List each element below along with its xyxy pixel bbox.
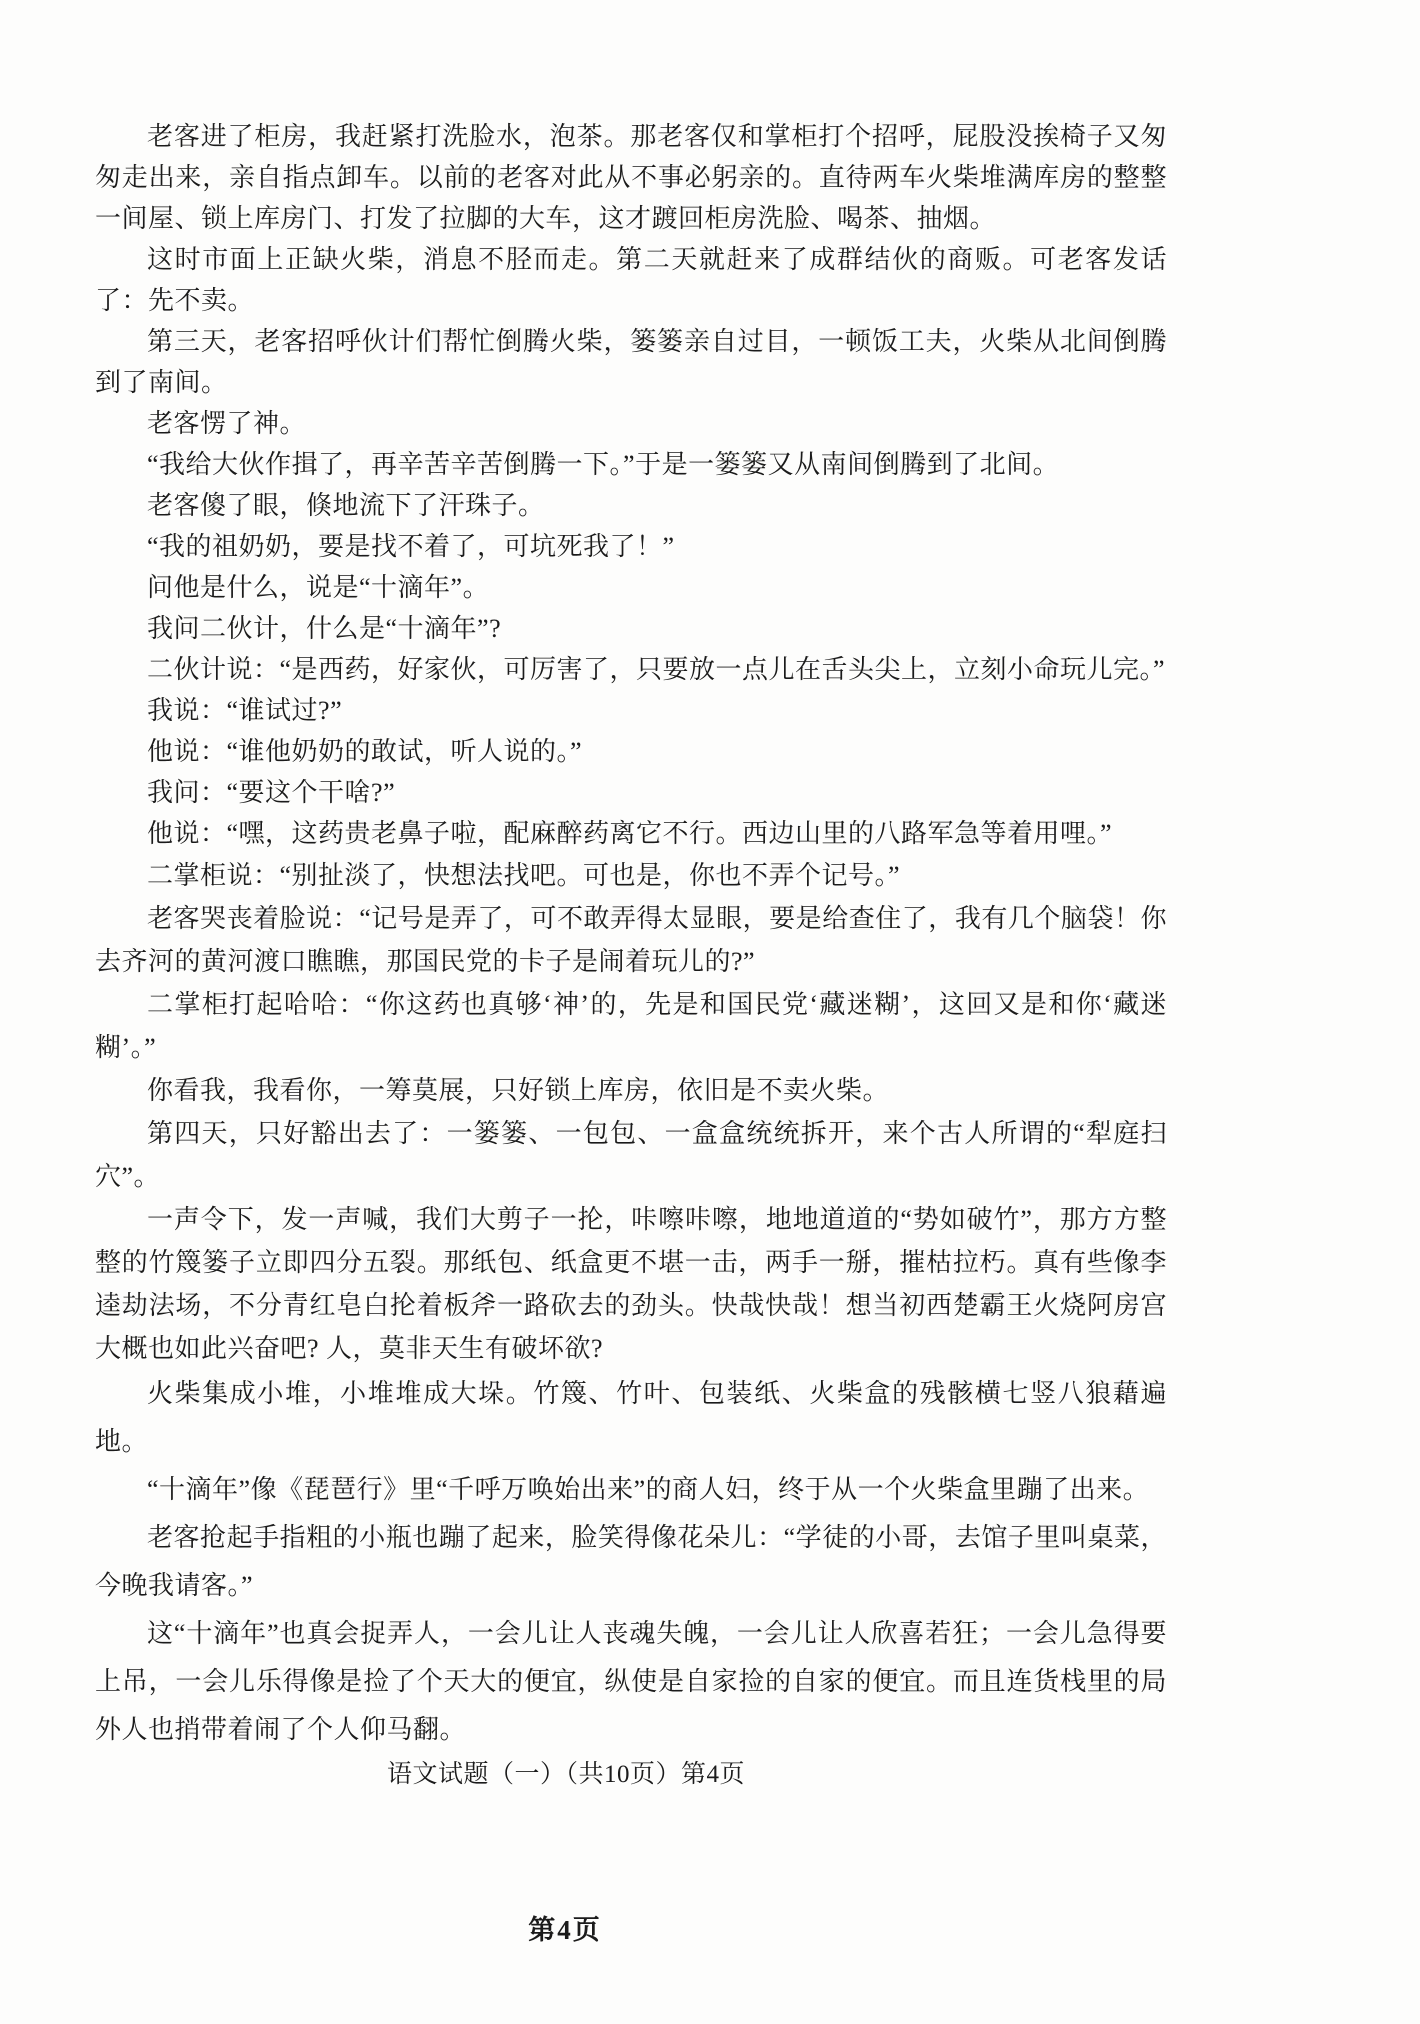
paragraph: 第四天，只好豁出去了：一篓篓、一包包、一盒盒统统拆开，来个古人所谓的“犁庭扫穴”。 bbox=[95, 1119, 1167, 1191]
page-number: 第4页 bbox=[528, 1915, 602, 1945]
paragraph: 我说：“谁试过?” bbox=[147, 696, 343, 725]
paragraph: 第三天，老客招呼伙计们帮忙倒腾火柴，篓篓亲自过目，一顿饭工夫，火柴从北间倒腾到了南间。 bbox=[95, 327, 1167, 397]
paragraph: 老客愣了神。 bbox=[147, 409, 307, 438]
paragraph: 问他是什么，说是“十滴年”。 bbox=[147, 573, 490, 602]
paragraph: 二掌柜说：“别扯淡了，快想法找吧。可也是，你也不弄个记号。” bbox=[147, 861, 901, 890]
paragraph: 老客傻了眼，倏地流下了汗珠子。 bbox=[147, 491, 545, 520]
paragraph: 二伙计说：“是西药，好家伙，可厉害了，只要放一点儿在舌头尖上，立刻小命玩儿完。” bbox=[147, 655, 1166, 684]
paragraph: 这“十滴年”也真会捉弄人，一会儿让人丧魂失魄，一会儿让人欣喜若狂；一会儿急得要上吊，一会儿乐得像是捡了个天大的便宜，纵使是自家捡的自家的便宜。而且连货栈里的局外人也捎带着闹了个人仰马翻。 bbox=[95, 1619, 1167, 1744]
paragraph: 我问二伙计，什么是“十滴年”? bbox=[147, 614, 502, 643]
exam-footer: 语文试题（一）（共10页）第4页 bbox=[386, 1761, 745, 1788]
paragraph: 我问：“要这个干啥?” bbox=[147, 778, 396, 807]
passage-text bbox=[95, 116, 1167, 1795]
paragraph: 一声令下，发一声喊，我们大剪子一抡，咔嚓咔嚓，地地道道的“势如破竹”，那方方整整的竹篾篓子立即四分五裂。那纸包、纸盒更不堪一击，两手一掰，摧枯拉朽。真有些像李逵劫法场，不分青红皂白抡着板斧一路砍去的劲头。快哉快哉！想当初西楚霸王火烧阿房宫大概也如此兴奋吧? 人，莫非天生有破坏欲? bbox=[95, 1205, 1167, 1363]
paragraph: “十滴年”像《琵琶行》里“千呼万唤始出来”的商人妇，终于从一个火柴盒里蹦了出来。 bbox=[147, 1475, 1150, 1504]
paragraph: 他说：“嘿，这药贵老鼻子啦，配麻醉药离它不行。西边山里的八路军急等着用哩。” bbox=[147, 819, 1113, 848]
paragraph: “我的祖奶奶，要是找不着了，可坑死我了！” bbox=[147, 532, 675, 561]
paragraph: 他说：“谁他奶奶的敢试，听人说的。” bbox=[147, 737, 583, 766]
paragraph: 二掌柜打起哈哈：“你这药也真够‘神’的，先是和国民党‘藏迷糊’，这回又是和你‘藏迷糊’。” bbox=[95, 990, 1167, 1062]
paragraph: 火柴集成小堆，小堆堆成大垛。竹篾、竹叶、包装纸、火柴盒的残骸横七竖八狼藉遍地。 bbox=[95, 1379, 1167, 1456]
paragraph: 老客哭丧着脸说：“记号是弄了，可不敢弄得太显眼，要是给查住了，我有几个脑袋！你去齐河的黄河渡口瞧瞧，那国民党的卡子是闹着玩儿的?” bbox=[95, 904, 1167, 976]
paragraph: 你看我，我看你，一筹莫展，只好锁上库房，依旧是不卖火柴。 bbox=[147, 1076, 890, 1105]
paragraph: 老客进了柜房，我赶紧打洗脸水，泡茶。那老客仅和掌柜打个招呼，屁股没挨椅子又匆匆走出来，亲自指点卸车。以前的老客对此从不事必躬亲的。直待两车火柴堆满库房的整整一间屋、锁上库房门、打发了拉脚的大车，这才踱回柜房洗脸、喝茶、抽烟。 bbox=[95, 122, 1167, 233]
paragraph: “我给大伙作揖了，再辛苦辛苦倒腾一下。”于是一篓篓又从南间倒腾到了北间。 bbox=[147, 450, 1060, 479]
paragraph: 老客抢起手指粗的小瓶也蹦了起来，脸笑得像花朵儿：“学徒的小哥，去馆子里叫桌菜，今晚我请客。” bbox=[95, 1523, 1167, 1600]
paragraph: 这时市面上正缺火柴，消息不胫而走。第二天就赶来了成群结伙的商贩。可老客发话了：先不卖。 bbox=[95, 245, 1167, 315]
